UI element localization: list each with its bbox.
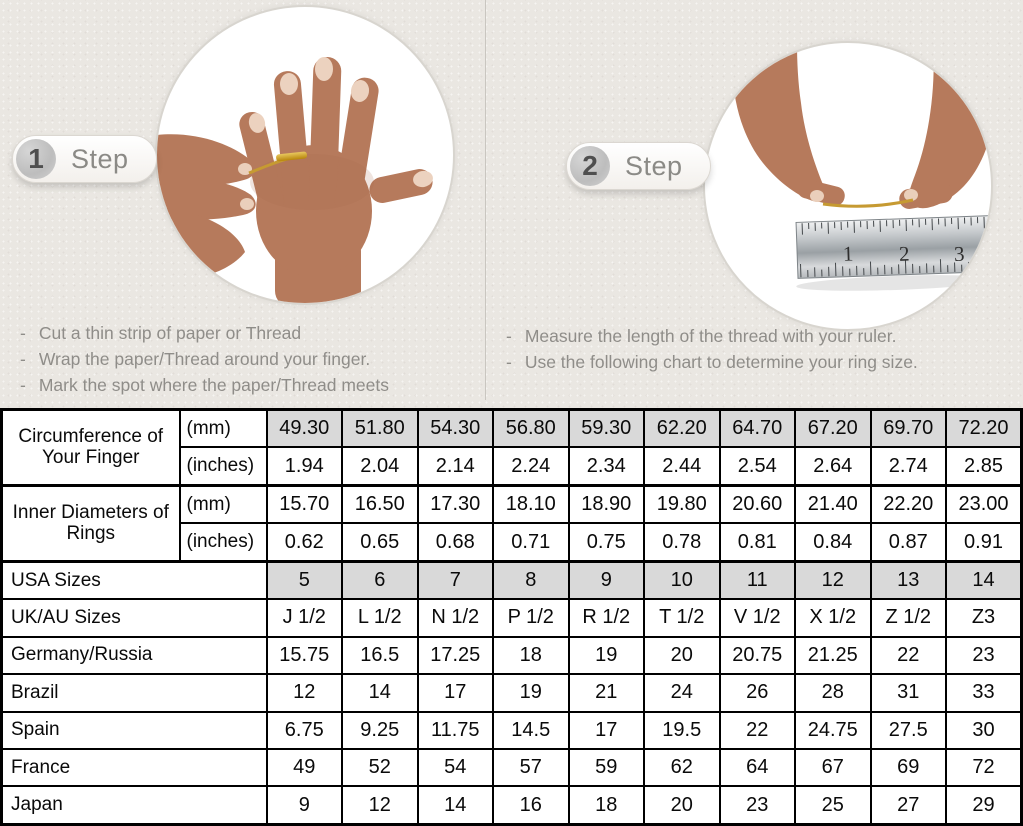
value-cell: 31 [871,674,947,711]
value-cell: 62.20 [644,410,720,448]
value-cell: 59.30 [569,410,645,448]
value-cell: 8 [493,561,569,599]
bullet-dash: - [20,349,26,369]
value-cell: 9 [267,786,343,824]
step2-label: Step [625,150,683,181]
section-divider [485,0,486,400]
step2-instructions [506,325,918,377]
value-cell: 23 [720,786,796,824]
value-cell: 22.20 [871,485,947,523]
value-cell: 11 [720,561,796,599]
value-cell: V 1/2 [720,599,796,636]
step1-instructions [20,322,389,400]
value-cell: 9.25 [342,712,418,749]
value-cell: 22 [871,637,947,674]
value-cell: 19 [493,674,569,711]
value-cell: 16.50 [342,485,418,523]
ruler-number-2: 2 [898,241,910,266]
value-cell: 0.81 [720,523,796,561]
value-cell: 15.70 [267,485,343,523]
value-cell: 23 [946,637,1022,674]
value-cell: 20.60 [720,485,796,523]
row-label: Brazil [2,674,267,711]
value-cell: 1.94 [267,447,343,485]
unit-label: (mm) [180,485,267,523]
value-cell: 0.78 [644,523,720,561]
value-cell: 13 [871,561,947,599]
bullet-dash: - [20,323,26,343]
table-row [2,599,1022,636]
table-row [2,485,1022,523]
value-cell: Z3 [946,599,1022,636]
value-cell: 0.75 [569,523,645,561]
value-cell: 2.24 [493,447,569,485]
value-cell: 17.30 [418,485,494,523]
value-cell: 54.30 [418,410,494,448]
value-cell: 52 [342,749,418,786]
value-cell: 16.5 [342,637,418,674]
value-cell: 57 [493,749,569,786]
value-cell: 64.70 [720,410,796,448]
value-cell: 7 [418,561,494,599]
value-cell: 16 [493,786,569,824]
value-cell: N 1/2 [418,599,494,636]
value-cell: L 1/2 [342,599,418,636]
value-cell: 20 [644,637,720,674]
value-cell: 11.75 [418,712,494,749]
value-cell: 9 [569,561,645,599]
unit-label: (mm) [180,410,267,448]
instruction-text: Wrap the paper/Thread around your finger. [38,349,371,369]
value-cell: 67.20 [795,410,871,448]
value-cell: 12 [795,561,871,599]
value-cell: 17.25 [418,637,494,674]
table-row [2,749,1022,786]
step2-number: 2 [570,146,610,186]
value-cell: 27.5 [871,712,947,749]
value-cell: 33 [946,674,1022,711]
row-group-label: Inner Diameters of Rings [2,485,180,561]
instruction-line [20,348,389,371]
value-cell: 0.62 [267,523,343,561]
value-cell: 2.74 [871,447,947,485]
value-cell: 69 [871,749,947,786]
value-cell: P 1/2 [493,599,569,636]
row-group-label: Circumference of Your Finger [2,410,180,486]
value-cell: 18.10 [493,485,569,523]
value-cell: 15.75 [267,637,343,674]
ring-size-conversion-table [0,408,1023,826]
value-cell: 2.85 [946,447,1022,485]
instruction-line [506,351,918,374]
value-cell: 17 [569,712,645,749]
row-label: Germany/Russia [2,637,267,674]
value-cell: 2.64 [795,447,871,485]
value-cell: 14 [946,561,1022,599]
value-cell: J 1/2 [267,599,343,636]
value-cell: 54 [418,749,494,786]
value-cell: 14.5 [493,712,569,749]
value-cell: 12 [342,786,418,824]
table-row [2,410,1022,448]
value-cell: 24.75 [795,712,871,749]
value-cell: 51.80 [342,410,418,448]
ruler [794,215,991,293]
value-cell: 0.84 [795,523,871,561]
value-cell: 21 [569,674,645,711]
value-cell: 25 [795,786,871,824]
value-cell: 0.87 [871,523,947,561]
step1-photo [155,5,455,305]
instruction-text: Mark the spot where the paper/Thread meets [38,375,390,395]
hand-with-thread-illustration [157,7,453,303]
step2-badge [566,142,711,190]
value-cell: 64 [720,749,796,786]
value-cell: 14 [418,786,494,824]
value-cell: 24 [644,674,720,711]
value-cell: 21.40 [795,485,871,523]
value-cell: 19.80 [644,485,720,523]
how-to-measure-section [0,0,1023,408]
value-cell: 49 [267,749,343,786]
value-cell: 2.44 [644,447,720,485]
value-cell: 2.54 [720,447,796,485]
value-cell: 27 [871,786,947,824]
value-cell: X 1/2 [795,599,871,636]
value-cell: 18.90 [569,485,645,523]
value-cell: 28 [795,674,871,711]
value-cell: 20.75 [720,637,796,674]
value-cell: 26 [720,674,796,711]
value-cell: 0.91 [946,523,1022,561]
table-row [2,637,1022,674]
instruction-line [20,374,389,397]
bullet-dash: - [506,352,512,372]
value-cell: 0.68 [418,523,494,561]
bullet-dash: - [20,375,26,395]
value-cell: 18 [569,786,645,824]
step2-photo [703,41,993,331]
value-cell: 18 [493,637,569,674]
row-label: Japan [2,786,267,824]
value-cell: 5 [267,561,343,599]
table-row [2,561,1022,599]
ruler-number-3: 3 [953,241,965,266]
value-cell: 17 [418,674,494,711]
value-cell: 30 [946,712,1022,749]
row-label: UK/AU Sizes [2,599,267,636]
value-cell: 0.65 [342,523,418,561]
value-cell: 72.20 [946,410,1022,448]
unit-label: (inches) [180,447,267,485]
value-cell: 20 [644,786,720,824]
value-cell: 59 [569,749,645,786]
row-label: France [2,749,267,786]
row-label: Spain [2,712,267,749]
value-cell: 22 [720,712,796,749]
value-cell: 19.5 [644,712,720,749]
value-cell: 6 [342,561,418,599]
value-cell: T 1/2 [644,599,720,636]
ruler-number-1: 1 [842,241,854,266]
row-label: USA Sizes [2,561,267,599]
value-cell: 29 [946,786,1022,824]
table-row [2,712,1022,749]
value-cell: 67 [795,749,871,786]
value-cell: 2.34 [569,447,645,485]
instruction-line [20,322,389,345]
value-cell: 49.30 [267,410,343,448]
value-cell: 62 [644,749,720,786]
value-cell: 0.71 [493,523,569,561]
bullet-dash: - [506,326,512,346]
step1-label: Step [71,143,129,174]
value-cell: Z 1/2 [871,599,947,636]
value-cell: 14 [342,674,418,711]
instruction-text: Measure the length of the thread with your ruler. [524,326,897,346]
instruction-text: Use the following chart to determine your ring size. [524,352,918,372]
instruction-line [506,325,918,348]
table-row [2,786,1022,824]
value-cell: 19 [569,637,645,674]
value-cell: R 1/2 [569,599,645,636]
value-cell: 6.75 [267,712,343,749]
ruler-measuring-illustration [705,43,991,329]
value-cell: 2.14 [418,447,494,485]
instruction-text: Cut a thin strip of paper or Thread [38,323,302,343]
value-cell: 12 [267,674,343,711]
value-cell: 10 [644,561,720,599]
value-cell: 69.70 [871,410,947,448]
value-cell: 23.00 [946,485,1022,523]
value-cell: 2.04 [342,447,418,485]
value-cell: 21.25 [795,637,871,674]
unit-label: (inches) [180,523,267,561]
step1-number: 1 [16,139,56,179]
table-row [2,674,1022,711]
value-cell: 72 [946,749,1022,786]
value-cell: 56.80 [493,410,569,448]
step1-badge [12,135,157,183]
